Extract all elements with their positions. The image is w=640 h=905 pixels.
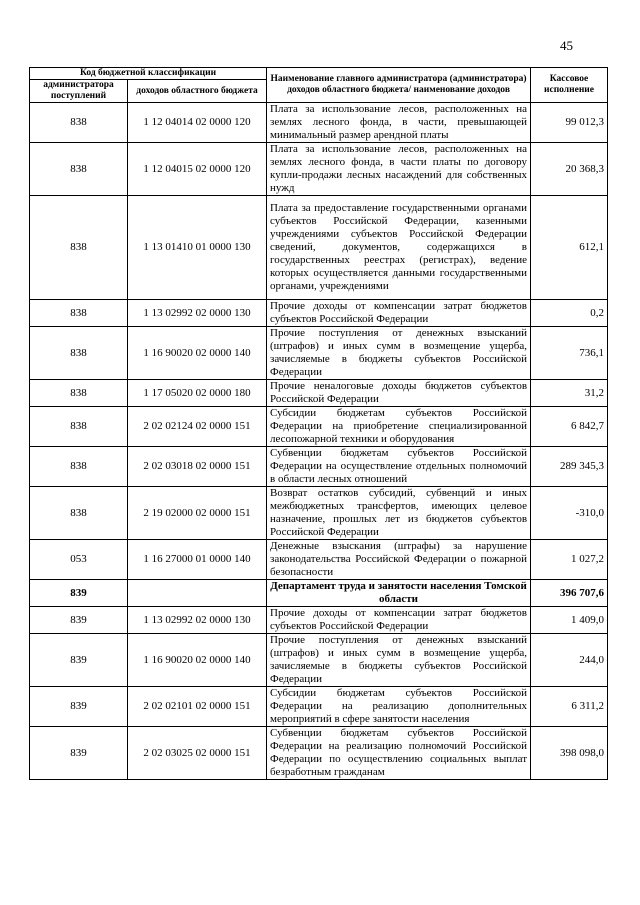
revenue-table — [29, 67, 608, 780]
name-cell: Департамент труда и занятости населения Томской области — [267, 580, 531, 607]
kbk-cell: 2 02 02124 02 0000 151 — [128, 407, 267, 447]
table-row — [30, 487, 608, 540]
table-row — [30, 447, 608, 487]
amount-cell: 6 311,2 — [531, 687, 608, 727]
amount-cell: 1 409,0 — [531, 607, 608, 634]
table-row — [30, 687, 608, 727]
kbk-cell: 2 19 02000 02 0000 151 — [128, 487, 267, 540]
amount-cell: 20 368,3 — [531, 143, 608, 196]
table-row — [30, 380, 608, 407]
amount-cell: 398 098,0 — [531, 727, 608, 780]
amount-cell: 31,2 — [531, 380, 608, 407]
admin-cell: 838 — [30, 487, 128, 540]
table-row — [30, 727, 608, 780]
name-cell: Субсидии бюджетам субъектов Российской Федерации на реализацию дополнительных мероприятий в сфере занятости населения — [267, 687, 531, 727]
name-cell: Плата за предоставление государственными органами субъектов Российской Федерации, казенными учреждениями субъектов Российской Федерации сведений, документов, содержащихся в государственных реестрах (регистрах), ведение которых осуществляется данными государственными органами, учреждениями — [267, 196, 531, 300]
kbk-cell: 1 16 90020 02 0000 140 — [128, 327, 267, 380]
section-row — [30, 580, 608, 607]
admin-cell: 839 — [30, 634, 128, 687]
name-cell: Субсидии бюджетам субъектов Российской Федерации на приобретение специализированной лесопожарной техники и оборудования — [267, 407, 531, 447]
kbk-column-header: доходов областного бюджета — [128, 80, 267, 103]
name-cell: Субвенции бюджетам субъектов Российской Федерации на реализацию полномочий Российской Федерации по осуществлению социальных выплат безработным гражданам — [267, 727, 531, 780]
amount-cell: 99 012,3 — [531, 103, 608, 143]
amount-cell: -310,0 — [531, 487, 608, 540]
budget-classification-header: Код бюджетной классификации — [30, 68, 267, 80]
amount-cell: 396 707,6 — [531, 580, 608, 607]
amount-cell: 1 027,2 — [531, 540, 608, 580]
admin-cell: 838 — [30, 196, 128, 300]
amount-cell: 289 345,3 — [531, 447, 608, 487]
table-row — [30, 300, 608, 327]
amount-cell: 612,1 — [531, 196, 608, 300]
amount-cell: 6 842,7 — [531, 407, 608, 447]
amount-cell: 736,1 — [531, 327, 608, 380]
name-cell: Возврат остатков субсидий, субвенций и иных межбюджетных трансфертов, имеющих целевое назначение, прошлых лет из бюджетов субъектов Российской Федерации — [267, 487, 531, 540]
page-number: 45 — [560, 38, 573, 53]
amount-cell: 0,2 — [531, 300, 608, 327]
table-row — [30, 103, 608, 143]
admin-cell: 838 — [30, 380, 128, 407]
amount-column-header: Кассовое исполнение — [531, 68, 608, 103]
admin-cell: 838 — [30, 447, 128, 487]
table-row — [30, 327, 608, 380]
admin-cell: 053 — [30, 540, 128, 580]
kbk-cell: 1 12 04014 02 0000 120 — [128, 103, 267, 143]
name-cell: Денежные взыскания (штрафы) за нарушение законодательства Российской Федерации о пожарной безопасности — [267, 540, 531, 580]
name-cell: Прочие неналоговые доходы бюджетов субъектов Российской Федерации — [267, 380, 531, 407]
name-cell: Плата за использование лесов, расположенных на землях лесного фонда, в части, превышающей минимальный размер арендной платы — [267, 103, 531, 143]
admin-cell: 839 — [30, 580, 128, 607]
table-row — [30, 540, 608, 580]
amount-cell: 244,0 — [531, 634, 608, 687]
kbk-cell: 1 13 02992 02 0000 130 — [128, 300, 267, 327]
admin-cell: 838 — [30, 143, 128, 196]
admin-cell: 839 — [30, 687, 128, 727]
kbk-cell: 2 02 02101 02 0000 151 — [128, 687, 267, 727]
name-cell: Прочие поступления от денежных взысканий (штрафов) и иных сумм в возмещение ущерба, зачисляемые в бюджеты субъектов Российской Федерации — [267, 327, 531, 380]
kbk-cell: 1 17 05020 02 0000 180 — [128, 380, 267, 407]
admin-cell: 839 — [30, 727, 128, 780]
kbk-cell: 1 16 27000 01 0000 140 — [128, 540, 267, 580]
admin-cell: 838 — [30, 407, 128, 447]
table-row — [30, 143, 608, 196]
table-header — [30, 68, 608, 103]
name-column-header: Наименование главного администратора (администратора) доходов областного бюджета/ наименование доходов — [267, 68, 531, 103]
name-cell: Прочие поступления от денежных взысканий (штрафов) и иных сумм в возмещение ущерба, зачисляемые в бюджеты субъектов Российской Федерации — [267, 634, 531, 687]
table-body — [30, 103, 608, 780]
kbk-cell: 1 16 90020 02 0000 140 — [128, 634, 267, 687]
kbk-cell: 1 12 04015 02 0000 120 — [128, 143, 267, 196]
kbk-cell: 1 13 02992 02 0000 130 — [128, 607, 267, 634]
table-row — [30, 407, 608, 447]
table-row — [30, 196, 608, 300]
kbk-cell: 1 13 01410 01 0000 130 — [128, 196, 267, 300]
name-cell: Прочие доходы от компенсации затрат бюджетов субъектов Российской Федерации — [267, 300, 531, 327]
admin-cell: 838 — [30, 327, 128, 380]
admin-column-header: администратора поступлений — [30, 80, 128, 103]
table-row — [30, 607, 608, 634]
admin-cell: 839 — [30, 607, 128, 634]
admin-cell: 838 — [30, 300, 128, 327]
name-cell: Прочие доходы от компенсации затрат бюджетов субъектов Российской Федерации — [267, 607, 531, 634]
kbk-cell — [128, 580, 267, 607]
kbk-cell: 2 02 03025 02 0000 151 — [128, 727, 267, 780]
admin-cell: 838 — [30, 103, 128, 143]
table-row — [30, 634, 608, 687]
name-cell: Субвенции бюджетам субъектов Российской Федерации на осуществление отдельных полномочий в области лесных отношений — [267, 447, 531, 487]
name-cell: Плата за использование лесов, расположенных на землях лесного фонда, в части платы по договору купли-продажи лесных насаждений для собственных нужд — [267, 143, 531, 196]
kbk-cell: 2 02 03018 02 0000 151 — [128, 447, 267, 487]
